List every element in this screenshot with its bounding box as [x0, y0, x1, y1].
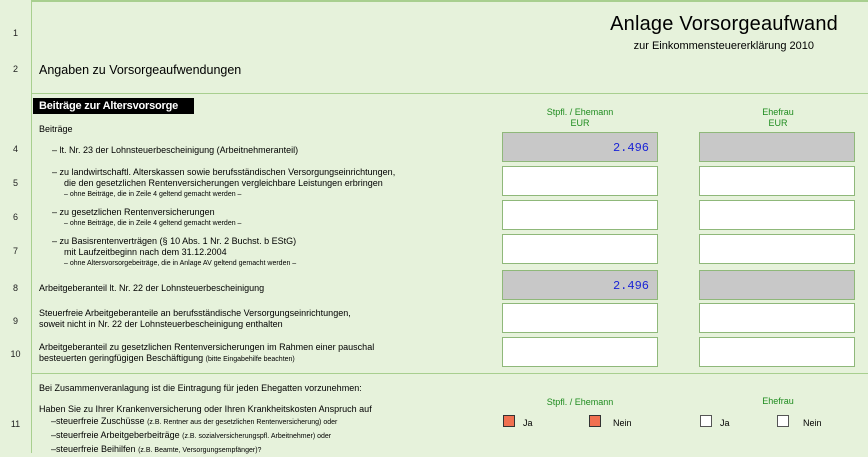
field-row10-taxpayer[interactable]: [502, 337, 658, 367]
row-number: 7: [12, 246, 18, 256]
row-label-line: – zu Basisrentenverträgen (§ 10 Abs. 1 Nr. 2 Buchst. b EStG): [52, 236, 297, 246]
row-label-line: die den gesetzlichen Rentenversicherungen vergleichbare Leistungen erbringen: [64, 178, 383, 188]
field-row8-taxpayer[interactable]: [502, 270, 658, 300]
contributions-label: Beiträge: [39, 124, 73, 134]
field-value: 2.496: [612, 141, 649, 155]
column-header-wife: Ehefrau: [762, 396, 794, 406]
checkbox-label: Ja: [523, 418, 533, 428]
field-row9-wife[interactable]: [699, 303, 855, 333]
question-note: (z.B. sozialversicherungspfl. Arbeitnehmer) oder: [182, 433, 332, 440]
row-label: [39, 342, 374, 365]
row-label: [39, 308, 351, 330]
column-header-taxpayer: Stpfl. / Ehemann: [546, 397, 614, 407]
health-insurance-question: [39, 403, 372, 457]
row-label: [52, 167, 395, 200]
row-number: 8: [12, 283, 18, 293]
field-value: 2.496: [612, 279, 649, 293]
field-row8-wife[interactable]: [699, 270, 855, 300]
row-number: 10: [10, 349, 21, 359]
row-label-line: – zu gesetzlichen Rentenversicherungen: [52, 207, 215, 217]
row-note: (bitte Eingabehilfe beachten): [205, 356, 295, 363]
field-row4-taxpayer[interactable]: [502, 132, 658, 162]
field-row9-taxpayer[interactable]: [502, 303, 658, 333]
row-label-line: – zu landwirtschaftl. Alterskassen sowie berufsständischen Versorgungseinrichtungen,: [52, 167, 396, 177]
form-title: Anlage Vorsorgeaufwand: [610, 13, 838, 35]
checkbox-label: Ja: [720, 418, 730, 428]
field-row6-wife[interactable]: [699, 200, 855, 230]
question-note: (z.B. Beamte, Versorgungsempfänger)?: [138, 447, 262, 454]
question-text: Haben Sie zu Ihrer Krankenversicherung oder Ihren Krankheitskosten Anspruch auf: [39, 404, 372, 414]
wife-no-checkbox[interactable]: [777, 415, 789, 427]
top-frame: [0, 0, 868, 2]
checkbox-label: Nein: [613, 418, 632, 428]
row-label-line: soweit nicht in Nr. 22 der Lohnsteuerbescheinigung enthalten: [39, 319, 283, 329]
question-option: –steuerfreie Arbeitgeberbeiträge: [51, 430, 180, 440]
row-number: 9: [12, 316, 18, 326]
row-number: 4: [12, 144, 18, 154]
column-header-unit: EUR: [768, 118, 788, 128]
section-title-bar: Beiträge zur Altersvorsorge: [33, 98, 194, 114]
row-label-line: Arbeitgeberanteil zu gesetzlichen Rentenversicherungen im Rahmen einer pauschal: [39, 342, 375, 352]
row-number: 6: [12, 212, 18, 222]
row-label: Arbeitgeberanteil lt. Nr. 22 der Lohnsteuerbescheinigung: [39, 283, 265, 293]
row-label: [52, 207, 241, 229]
column-header-label: Ehefrau: [762, 107, 794, 117]
row-label: – lt. Nr. 23 der Lohnsteuerbescheinigung (Arbeitnehmeranteil): [52, 145, 299, 155]
divider: [31, 373, 868, 374]
column-header-wife: [700, 107, 856, 129]
field-row7-taxpayer[interactable]: [502, 234, 658, 264]
question-option: –steuerfreie Beihilfen: [51, 444, 136, 454]
column-header-label: Stpfl. / Ehemann: [546, 107, 614, 117]
field-row5-taxpayer[interactable]: [502, 166, 658, 196]
row-label-line: mit Laufzeitbeginn nach dem 31.12.2004: [64, 247, 227, 257]
form-subtitle: zur Einkommensteuererklärung 2010: [633, 40, 814, 52]
field-row7-wife[interactable]: [699, 234, 855, 264]
question-note: (z.B. Rentner aus der gesetzlichen Rentenversicherung) oder: [147, 419, 338, 426]
row-label-line: besteuerten geringfügigen Beschäftigung: [39, 353, 204, 363]
field-row4-wife[interactable]: [699, 132, 855, 162]
row-note: – ohne Altersvorsorgebeiträge, die in Anlage AV geltend gemacht werden –: [64, 260, 297, 267]
field-row10-wife[interactable]: [699, 337, 855, 367]
row-label-line: Steuerfreie Arbeitgeberanteile an berufsständische Versorgungseinrichtungen,: [39, 308, 351, 318]
row-number: 1: [12, 28, 18, 38]
section-heading: Angaben zu Vorsorgeaufwendungen: [39, 63, 242, 77]
row-number: 2: [12, 64, 18, 74]
taxpayer-no-checkbox[interactable]: [589, 415, 601, 427]
checkbox-label: Nein: [803, 418, 822, 428]
row-number: 5: [12, 178, 18, 188]
taxpayer-yes-checkbox[interactable]: [503, 415, 515, 427]
row-label: [52, 236, 296, 269]
joint-assessment-note: Bei Zusammenveranlagung ist die Eintragung für jeden Ehegatten vorzunehmen:: [39, 383, 362, 393]
question-option: –steuerfreie Zuschüsse: [51, 416, 145, 426]
divider: [31, 93, 868, 94]
column-header-unit: EUR: [570, 118, 590, 128]
row-note: – ohne Beiträge, die in Zeile 4 geltend gemacht werden –: [64, 220, 242, 227]
wife-yes-checkbox[interactable]: [700, 415, 712, 427]
column-header-taxpayer: [503, 107, 657, 129]
row-number: 11: [10, 419, 21, 429]
field-row6-taxpayer[interactable]: [502, 200, 658, 230]
row-note: – ohne Beiträge, die in Zeile 4 geltend gemacht werden –: [64, 191, 242, 198]
field-row5-wife[interactable]: [699, 166, 855, 196]
